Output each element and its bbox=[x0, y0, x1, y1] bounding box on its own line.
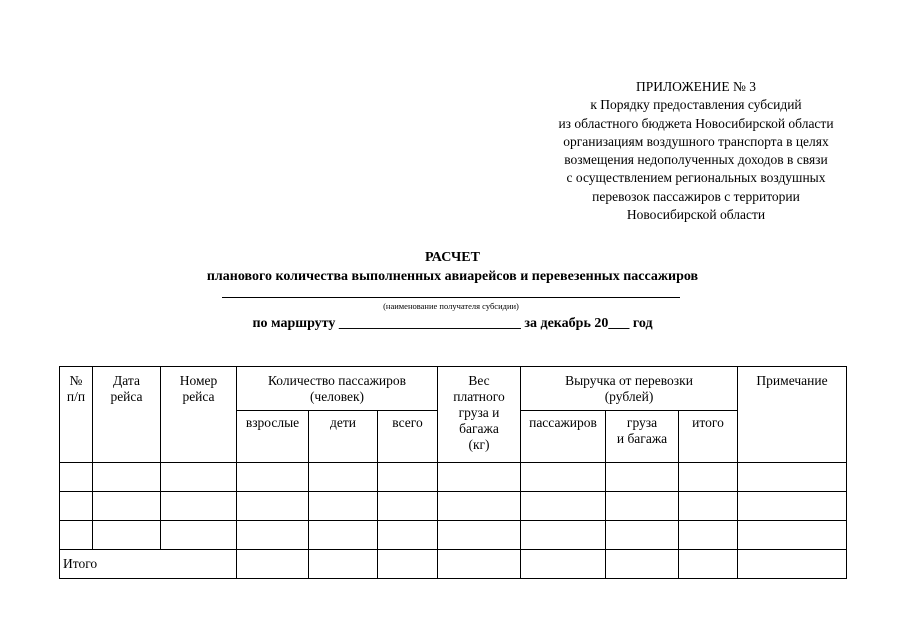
appendix-line: ПРИЛОЖЕНИЕ № 3 bbox=[635, 79, 757, 94]
appendix-line: организациям воздушного транспорта в целях bbox=[563, 133, 829, 149]
table-cell bbox=[93, 463, 161, 492]
col-header-date: Дата рейса bbox=[93, 367, 161, 463]
table-cell bbox=[378, 492, 438, 521]
table-cell bbox=[309, 550, 378, 579]
table-cell bbox=[438, 521, 521, 550]
table-cell bbox=[521, 521, 606, 550]
title-subheading: планового количества выполненных авиарейсов и перевезенных пассажиров bbox=[206, 269, 699, 284]
col-header-total-passengers: всего bbox=[378, 411, 438, 463]
table-cell bbox=[60, 521, 93, 550]
table-cell bbox=[438, 550, 521, 579]
total-label: Итого bbox=[60, 550, 237, 579]
appendix-line: с осуществлением региональных воздушных bbox=[566, 170, 826, 186]
table-cell bbox=[679, 492, 738, 521]
table-cell bbox=[309, 492, 378, 521]
table-row bbox=[60, 521, 847, 550]
table-cell bbox=[438, 492, 521, 521]
table-cell bbox=[521, 492, 606, 521]
col-header-passengers: Количество пассажиров (человек) bbox=[237, 367, 438, 411]
table-cell bbox=[378, 521, 438, 550]
table-cell bbox=[309, 521, 378, 550]
calculation-table bbox=[59, 366, 847, 579]
table-cell bbox=[679, 463, 738, 492]
table-cell bbox=[93, 492, 161, 521]
table-cell bbox=[521, 550, 606, 579]
table-cell bbox=[738, 521, 847, 550]
table-cell bbox=[237, 492, 309, 521]
appendix-line: к Порядку предоставления субсидий bbox=[590, 97, 802, 113]
title-heading: РАСЧЕТ bbox=[425, 250, 480, 265]
table-cell bbox=[309, 463, 378, 492]
table-row bbox=[60, 492, 847, 521]
total-row bbox=[60, 550, 847, 579]
table-cell bbox=[606, 550, 679, 579]
col-header-revenue-total: итого bbox=[679, 411, 738, 463]
table-cell bbox=[161, 492, 237, 521]
col-header-revenue-passengers: пассажиров bbox=[521, 411, 606, 463]
table-cell bbox=[438, 463, 521, 492]
table-cell bbox=[60, 492, 93, 521]
col-header-flight: Номер рейса bbox=[161, 367, 237, 463]
recipient-caption: (наименование получателя субсидии) bbox=[383, 301, 519, 311]
table-cell bbox=[738, 492, 847, 521]
table-row bbox=[60, 463, 847, 492]
table-cell bbox=[93, 521, 161, 550]
recipient-name-line bbox=[222, 297, 680, 298]
table-cell bbox=[738, 550, 847, 579]
appendix-block bbox=[540, 78, 852, 224]
col-header-revenue-cargo: груза и багажа bbox=[606, 411, 679, 463]
table-cell bbox=[679, 550, 738, 579]
table-cell bbox=[237, 550, 309, 579]
appendix-line: возмещения недополученных доходов в связи bbox=[564, 152, 828, 168]
col-header-num: № п/п bbox=[60, 367, 93, 463]
table-cell bbox=[738, 463, 847, 492]
col-header-cargo-weight: Вес платного груза и багажа (кг) bbox=[438, 367, 521, 463]
table-cell bbox=[606, 492, 679, 521]
table-cell bbox=[606, 463, 679, 492]
col-header-note: Примечание bbox=[738, 367, 847, 463]
header-row bbox=[60, 367, 847, 411]
col-header-revenue: Выручка от перевозки (рублей) bbox=[521, 367, 738, 411]
table-cell bbox=[679, 521, 738, 550]
col-header-children: дети bbox=[309, 411, 378, 463]
route-line: по маршруту __________________________ за декабрь 20___ год bbox=[252, 316, 653, 331]
document-title bbox=[0, 248, 905, 286]
col-header-adults: взрослые bbox=[237, 411, 309, 463]
table-cell bbox=[237, 521, 309, 550]
table-cell bbox=[521, 463, 606, 492]
table-cell bbox=[378, 550, 438, 579]
table-cell bbox=[60, 463, 93, 492]
table-cell bbox=[378, 463, 438, 492]
table-cell bbox=[237, 463, 309, 492]
table-cell bbox=[161, 463, 237, 492]
table-cell bbox=[161, 521, 237, 550]
appendix-line: Новосибирской области bbox=[626, 207, 766, 223]
appendix-line: из областного бюджета Новосибирской области bbox=[558, 115, 834, 131]
table-cell bbox=[606, 521, 679, 550]
appendix-line: перевозок пассажиров с территории bbox=[592, 188, 800, 204]
